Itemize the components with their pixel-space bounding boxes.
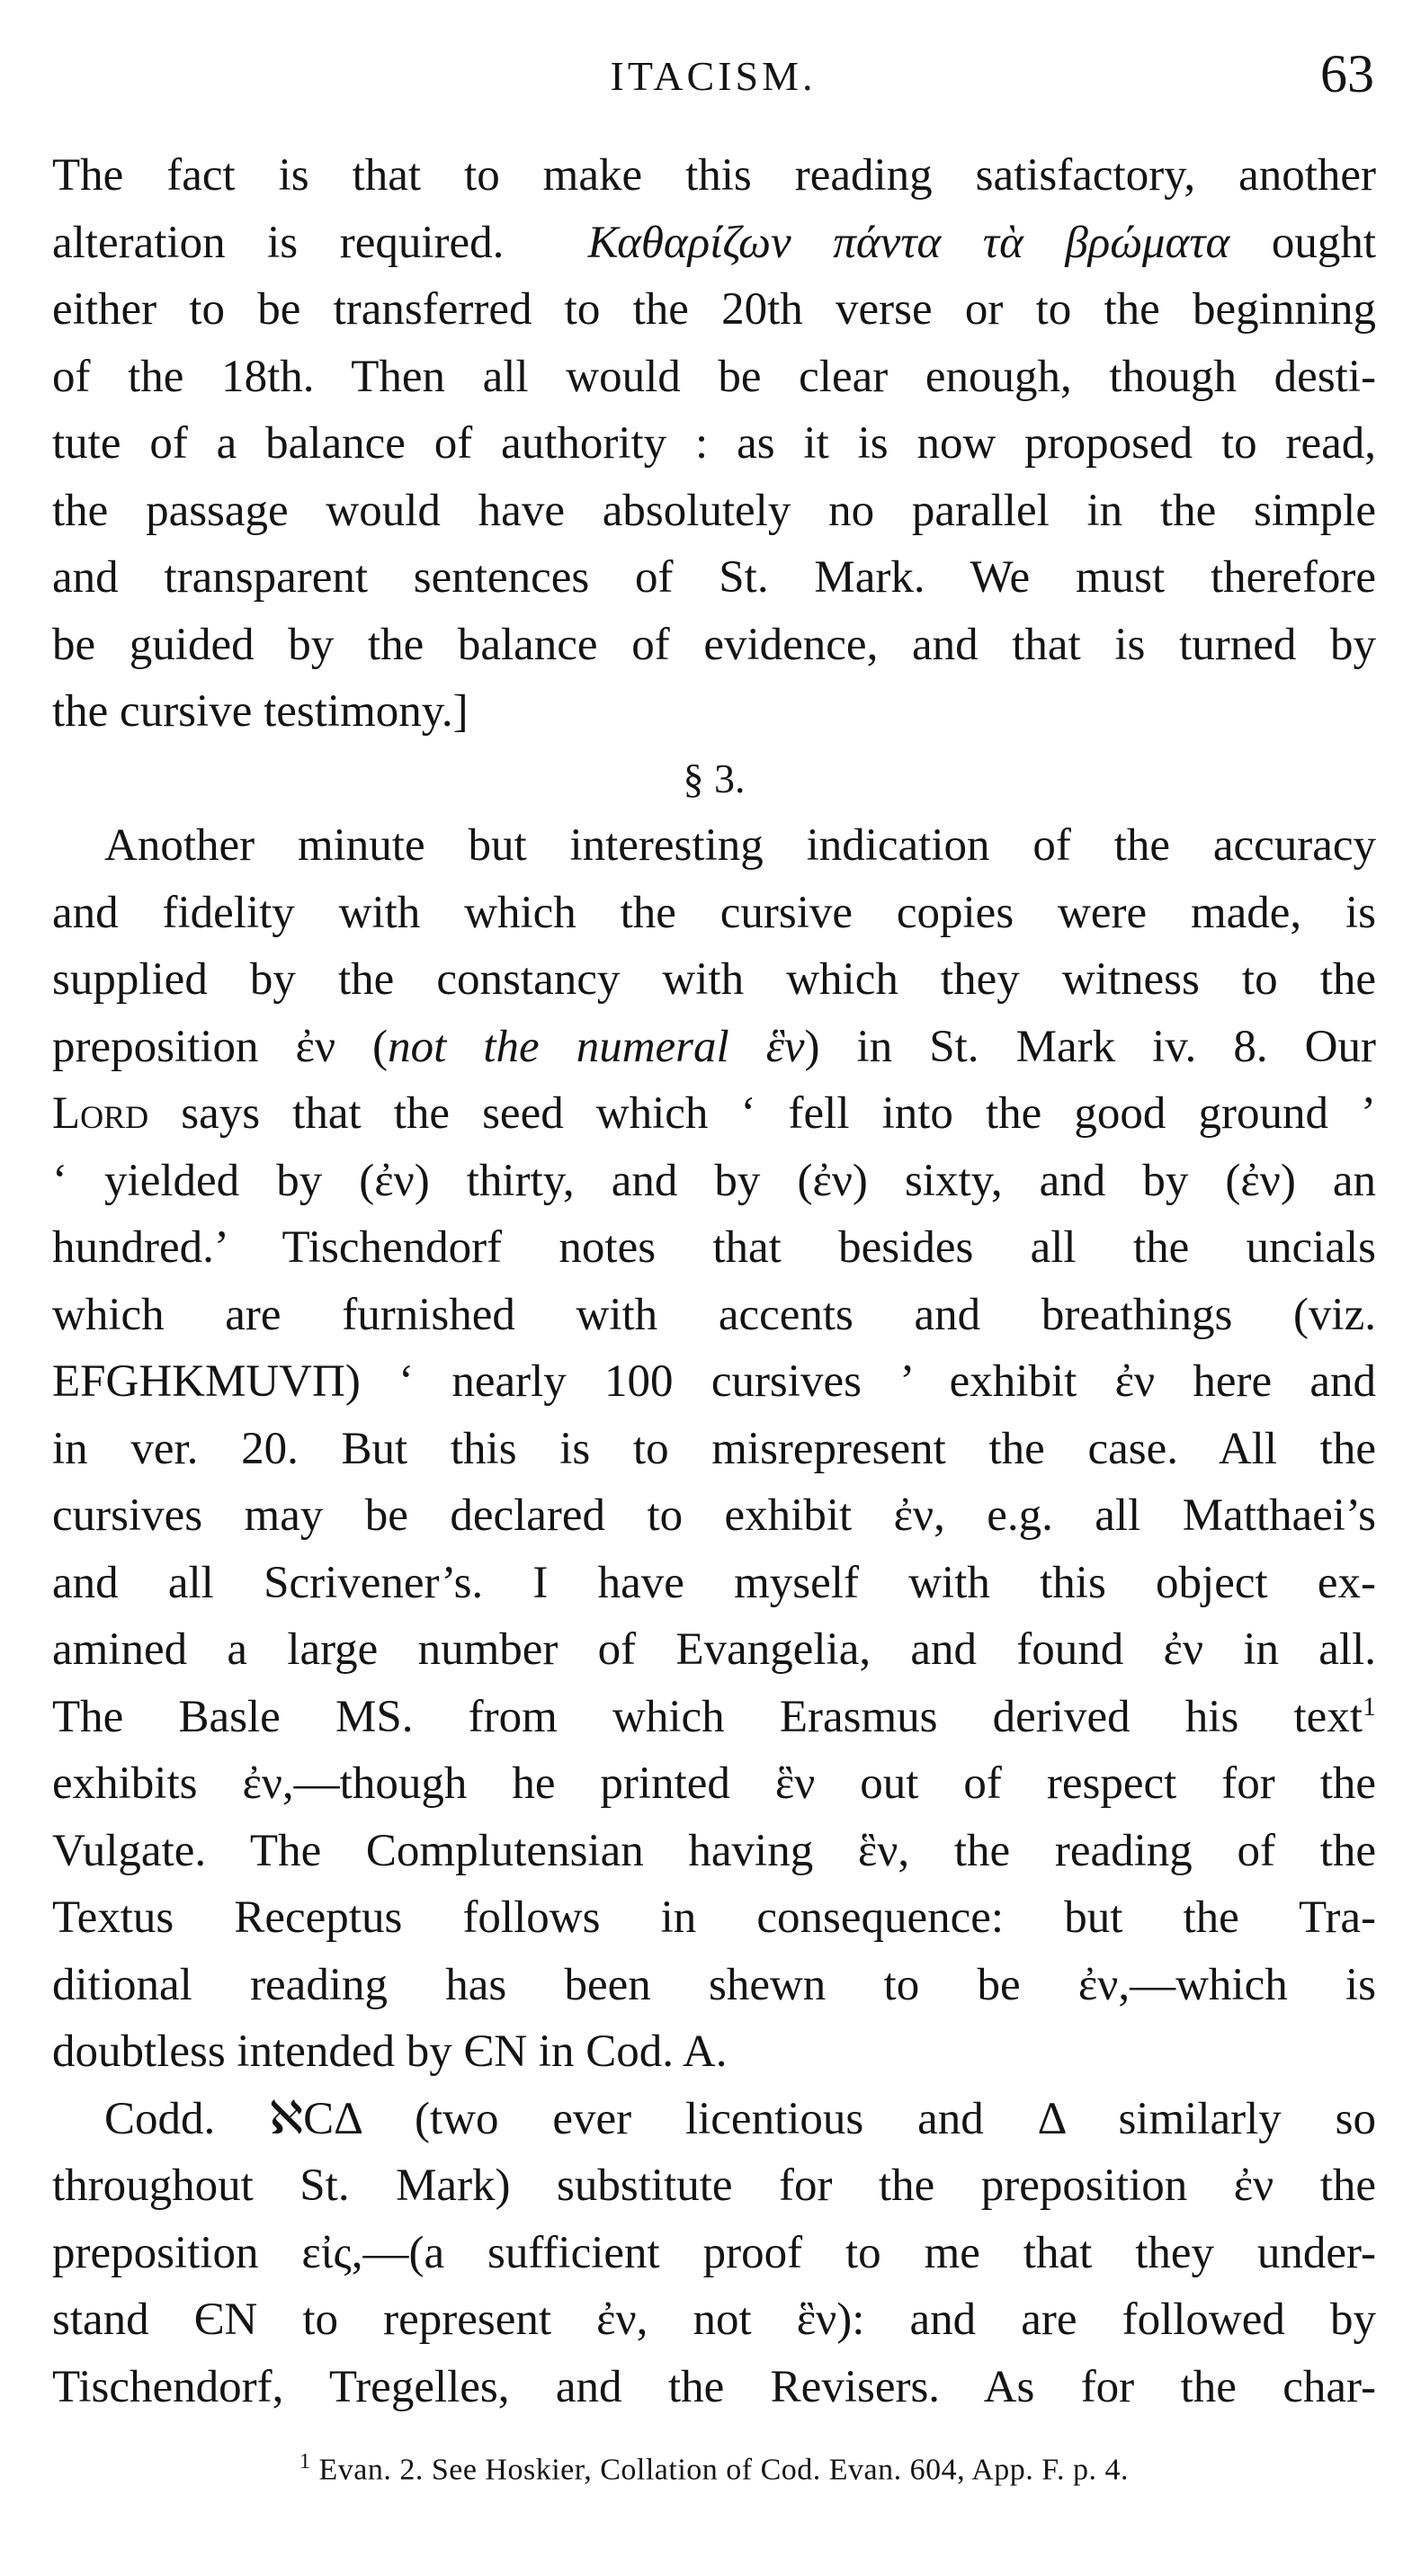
p1-line: be guided by the balance of evidence, and that is turned by [52, 619, 1376, 670]
p2-line: Another minute but interesting indication of the accuracy [104, 820, 1376, 871]
p1-line: of the 18th. Then all would be clear enough, though desti- [52, 351, 1376, 402]
p2-line: Vulgate. The Complutensian having ἓν, the reading of the [52, 1825, 1376, 1876]
p2-line: cursives may be declared to exhibit ἐν, e.g. all Matthaei’s [52, 1490, 1376, 1541]
p2-text: says that the seed which ‘ fell into the good ground ’ [148, 1088, 1376, 1139]
p1-line: and transparent sentences of St. Mark. We must therefore [52, 552, 1376, 603]
p3-line: throughout St. Mark) substitute for the preposition ἐν the [52, 2160, 1376, 2211]
p2-line: EFGHKMUVΠ) ‘ nearly 100 cursives ’ exhibit ἐν here and [52, 1356, 1376, 1407]
p3-line: Codd. ℵCΔ (two ever licentious and Δ similarly so [104, 2093, 1376, 2144]
footnote-text: Evan. 2. See Hoskier, Collation of Cod. Evan. 604, App. F. p. 4. [318, 2453, 1129, 2487]
greek-phrase: Καθαρίζων πάντα τὰ βρώματα [587, 217, 1230, 268]
footnote-reference[interactable]: 1 [1363, 1691, 1376, 1722]
p3-line: stand ЄN to represent ἐν, not ἓν): and are followed by [52, 2294, 1376, 2345]
p1-line: the cursive testimony.] [52, 686, 469, 737]
p1-line: tute of a balance of authority : as it is now proposed to read, [52, 418, 1376, 469]
p2-line [52, 1014, 1376, 1081]
p1-line [52, 210, 1376, 277]
p2-text: The Basle MS. from which Erasmus derived his text [52, 1691, 1363, 1742]
p1-line-text: ought [1271, 217, 1377, 268]
running-head: ITACISM. [610, 53, 817, 99]
p3-line: Tischendorf, Tregelles, and the Revisers. As for the char- [52, 2361, 1376, 2412]
small-caps-lord: Lord [52, 1088, 149, 1139]
page-number: 63 [1320, 44, 1374, 103]
p2-text: ) in St. Mark iv. 8. Our [804, 1021, 1376, 1072]
p1-line: either to be transferred to the 20th verse or to the beginning [52, 284, 1376, 335]
p2-line [52, 1080, 1376, 1148]
p2-line: which are furnished with accents and breathings (viz. [52, 1289, 1376, 1340]
p2-line: and fidelity with which the cursive copies were made, is [52, 887, 1376, 938]
p2-line: exhibits ἐν,—though he printed ἓν out of respect for the [52, 1758, 1376, 1809]
p2-line: hundred.’ Tischendorf notes that besides all the uncials [52, 1222, 1376, 1273]
p3-line: preposition εἰς,—(a sufficient proof to me that they under- [52, 2227, 1376, 2278]
p2-line: ‘ yielded by (ἐν) thirty, and by (ἐν) sixty, and by (ἐν) an [52, 1155, 1376, 1206]
p2-line: amined a large number of Evangelia, and found ἐν in all. [52, 1624, 1376, 1675]
p2-text: preposition ἐν ( [52, 1021, 389, 1072]
footnote-mark: 1 [299, 2450, 311, 2473]
p1-line: The fact is that to make this reading satisfactory, another [52, 150, 1376, 201]
page-header [52, 43, 1374, 115]
p2-line: in ver. 20. But this is to misrepresent the case. All the [52, 1423, 1376, 1474]
p2-line: ditional reading has been shewn to be ἐν,—which is [52, 1959, 1376, 2010]
p2-line: and all Scrivener’s. I have myself with this object ex- [52, 1557, 1376, 1608]
p2-line: doubtless intended by ЄN in Cod. A. [52, 2026, 728, 2077]
body-text [52, 142, 1376, 2420]
p2-line: Textus Receptus follows in consequence: but the Tra- [52, 1892, 1376, 1943]
italic-note: not the numeral ἓν [388, 1021, 805, 1072]
footnote [52, 2450, 1376, 2487]
p1-line-text: alteration is required. [52, 217, 505, 268]
section-heading: § 3. [683, 755, 746, 801]
p2-line: supplied by the constancy with which they witness to the [52, 954, 1376, 1005]
p2-line [52, 1684, 1376, 1751]
p1-line: the passage would have absolutely no parallel in the simple [52, 485, 1376, 536]
